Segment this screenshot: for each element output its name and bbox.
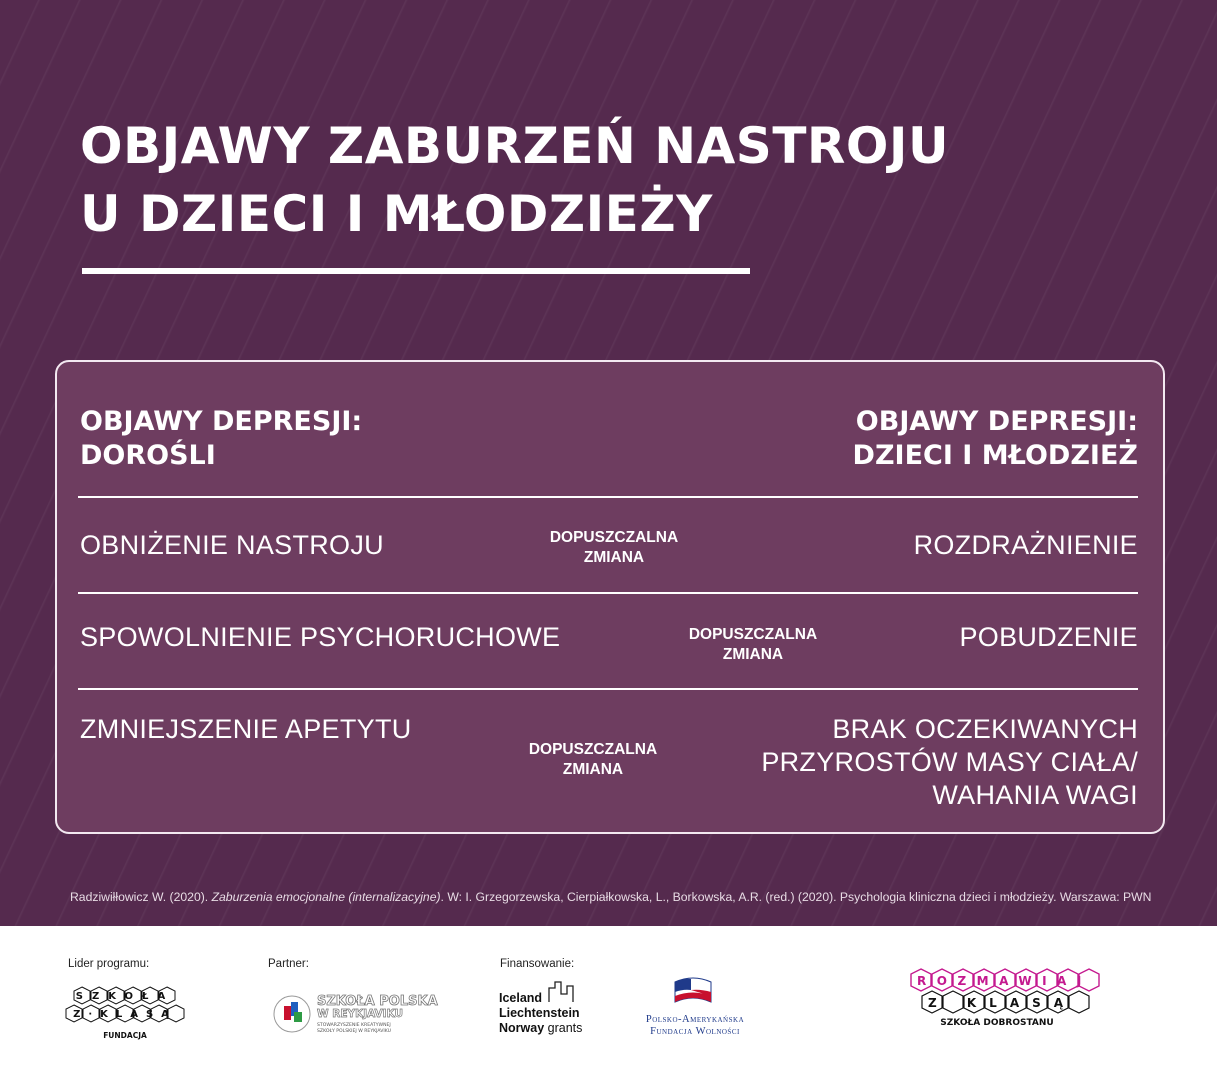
szkola-polska-reykjavik-logo <box>272 990 438 1038</box>
iceland-text: Iceland <box>499 991 543 1005</box>
child-symptom: POBUDZENIE <box>959 622 1138 652</box>
szkola-logo-bottom: Z·KLASĄ <box>73 1009 177 1020</box>
partner-label: Partner: <box>268 958 309 970</box>
allowed-change-line-2: ZMIANA <box>562 761 624 778</box>
eea-norway-grants-logo <box>499 978 589 1038</box>
rzk-logo-bottom: Z KLASĄ <box>928 996 1077 1010</box>
column-header-adults-line-1: OBJAWY DEPRESJI: <box>80 406 363 437</box>
allowed-change-label <box>673 625 833 665</box>
allowed-change-label <box>513 740 673 780</box>
adult-symptom: ZMNIEJSZENIE APETYTU <box>80 714 412 744</box>
source-title: Zaburzenia emocjonalne (internalizacyjne) <box>211 890 441 904</box>
title-underline <box>82 268 750 274</box>
page-title-line-1: OBJAWY ZABURZEŃ NASTROJU <box>80 117 950 175</box>
adult-symptom: OBNIŻENIE NASTROJU <box>80 530 384 560</box>
child-symptom-line-1: BRAK OCZEKIWANYCH <box>832 714 1138 744</box>
page-title <box>80 112 949 248</box>
pafw-line-1: Polsko-Amerykańska <box>645 1014 745 1025</box>
partner-logo-line-2: W REYKJAVIKU <box>317 1008 404 1020</box>
allowed-change-line-2: ZMIANA <box>583 549 645 566</box>
leader-label: Lider programu: <box>68 958 150 970</box>
partner-logo-line-1: SZKOŁA POLSKA <box>317 994 438 1009</box>
funding-label: Finansowanie: <box>500 958 575 970</box>
allowed-change-line-2: ZMIANA <box>722 646 784 663</box>
allowed-change-line-1: DOPUSZCZALNA <box>688 626 818 643</box>
column-header-adults-line-2: DOROŚLI <box>80 440 216 471</box>
allowed-change-line-1: DOPUSZCZALNA <box>528 741 658 758</box>
norway-text: Norway <box>499 1021 545 1035</box>
rzk-logo-top: ROZMAWIAJ <box>917 974 1092 988</box>
allowed-change-label <box>534 528 694 568</box>
flag-emblem-icon <box>671 976 715 1012</box>
child-symptom-line-2: PRZYROSTÓW MASY CIAŁA/ <box>761 747 1138 777</box>
partner-logo-line-3: STOWARZYSZENIE KREATYWNEJ <box>317 1023 391 1028</box>
adult-symptom: SPOWOLNIENIE PSYCHORUCHOWE <box>80 622 561 652</box>
child-symptom: ROZDRAŻNIENIE <box>913 530 1138 560</box>
szkola-logo-caption: FUNDACJA <box>103 1031 147 1040</box>
liechtenstein-text: Liechtenstein <box>499 1006 580 1020</box>
szkola-logo-top: SZKOŁA <box>75 991 175 1002</box>
source-suffix: . W: I. Grzegorzewska, Cierpiałkowska, L., Borkowska, A.R. (red.) (2020). Psychologia kliniczna dzieci i młodzieży. Warszawa: PWN <box>440 890 1152 904</box>
source-prefix: Radziwiłłowicz W. (2020). <box>70 890 212 904</box>
emblem-green-block <box>294 1012 302 1022</box>
pafw-line-2: Fundacja Wolności <box>650 1026 740 1037</box>
partner-logo-line-4: SZKOŁY POLSKIEJ W REYKJAVIKU <box>317 1029 392 1034</box>
page-title-line-2: U DZIECI I MŁODZIEŻY <box>80 185 713 243</box>
column-header-children-line-1: OBJAWY DEPRESJI: <box>855 406 1138 437</box>
column-header-children-line-2: DZIECI I MŁODZIEŻ <box>852 440 1138 471</box>
row-divider <box>78 592 1138 594</box>
szkola-z-klasa-logo <box>68 985 186 1043</box>
emblem-red-block <box>284 1006 291 1020</box>
grants-text: grants <box>547 1021 583 1035</box>
column-header-children <box>853 405 1138 473</box>
pafw-logo <box>638 976 752 1038</box>
source-citation <box>70 890 1151 904</box>
allowed-change-line-1: DOPUSZCZALNA <box>549 529 679 546</box>
child-symptom <box>761 713 1138 812</box>
row-divider <box>78 688 1138 690</box>
column-header-adults <box>80 405 362 473</box>
rozmawiaj-z-klasa-logo <box>905 966 1110 1028</box>
row-divider <box>78 496 1138 498</box>
rzk-logo-caption: SZKOŁA DOBROSTANU <box>940 1018 1054 1028</box>
child-symptom-line-3: WAHANIA WAGI <box>932 780 1138 810</box>
